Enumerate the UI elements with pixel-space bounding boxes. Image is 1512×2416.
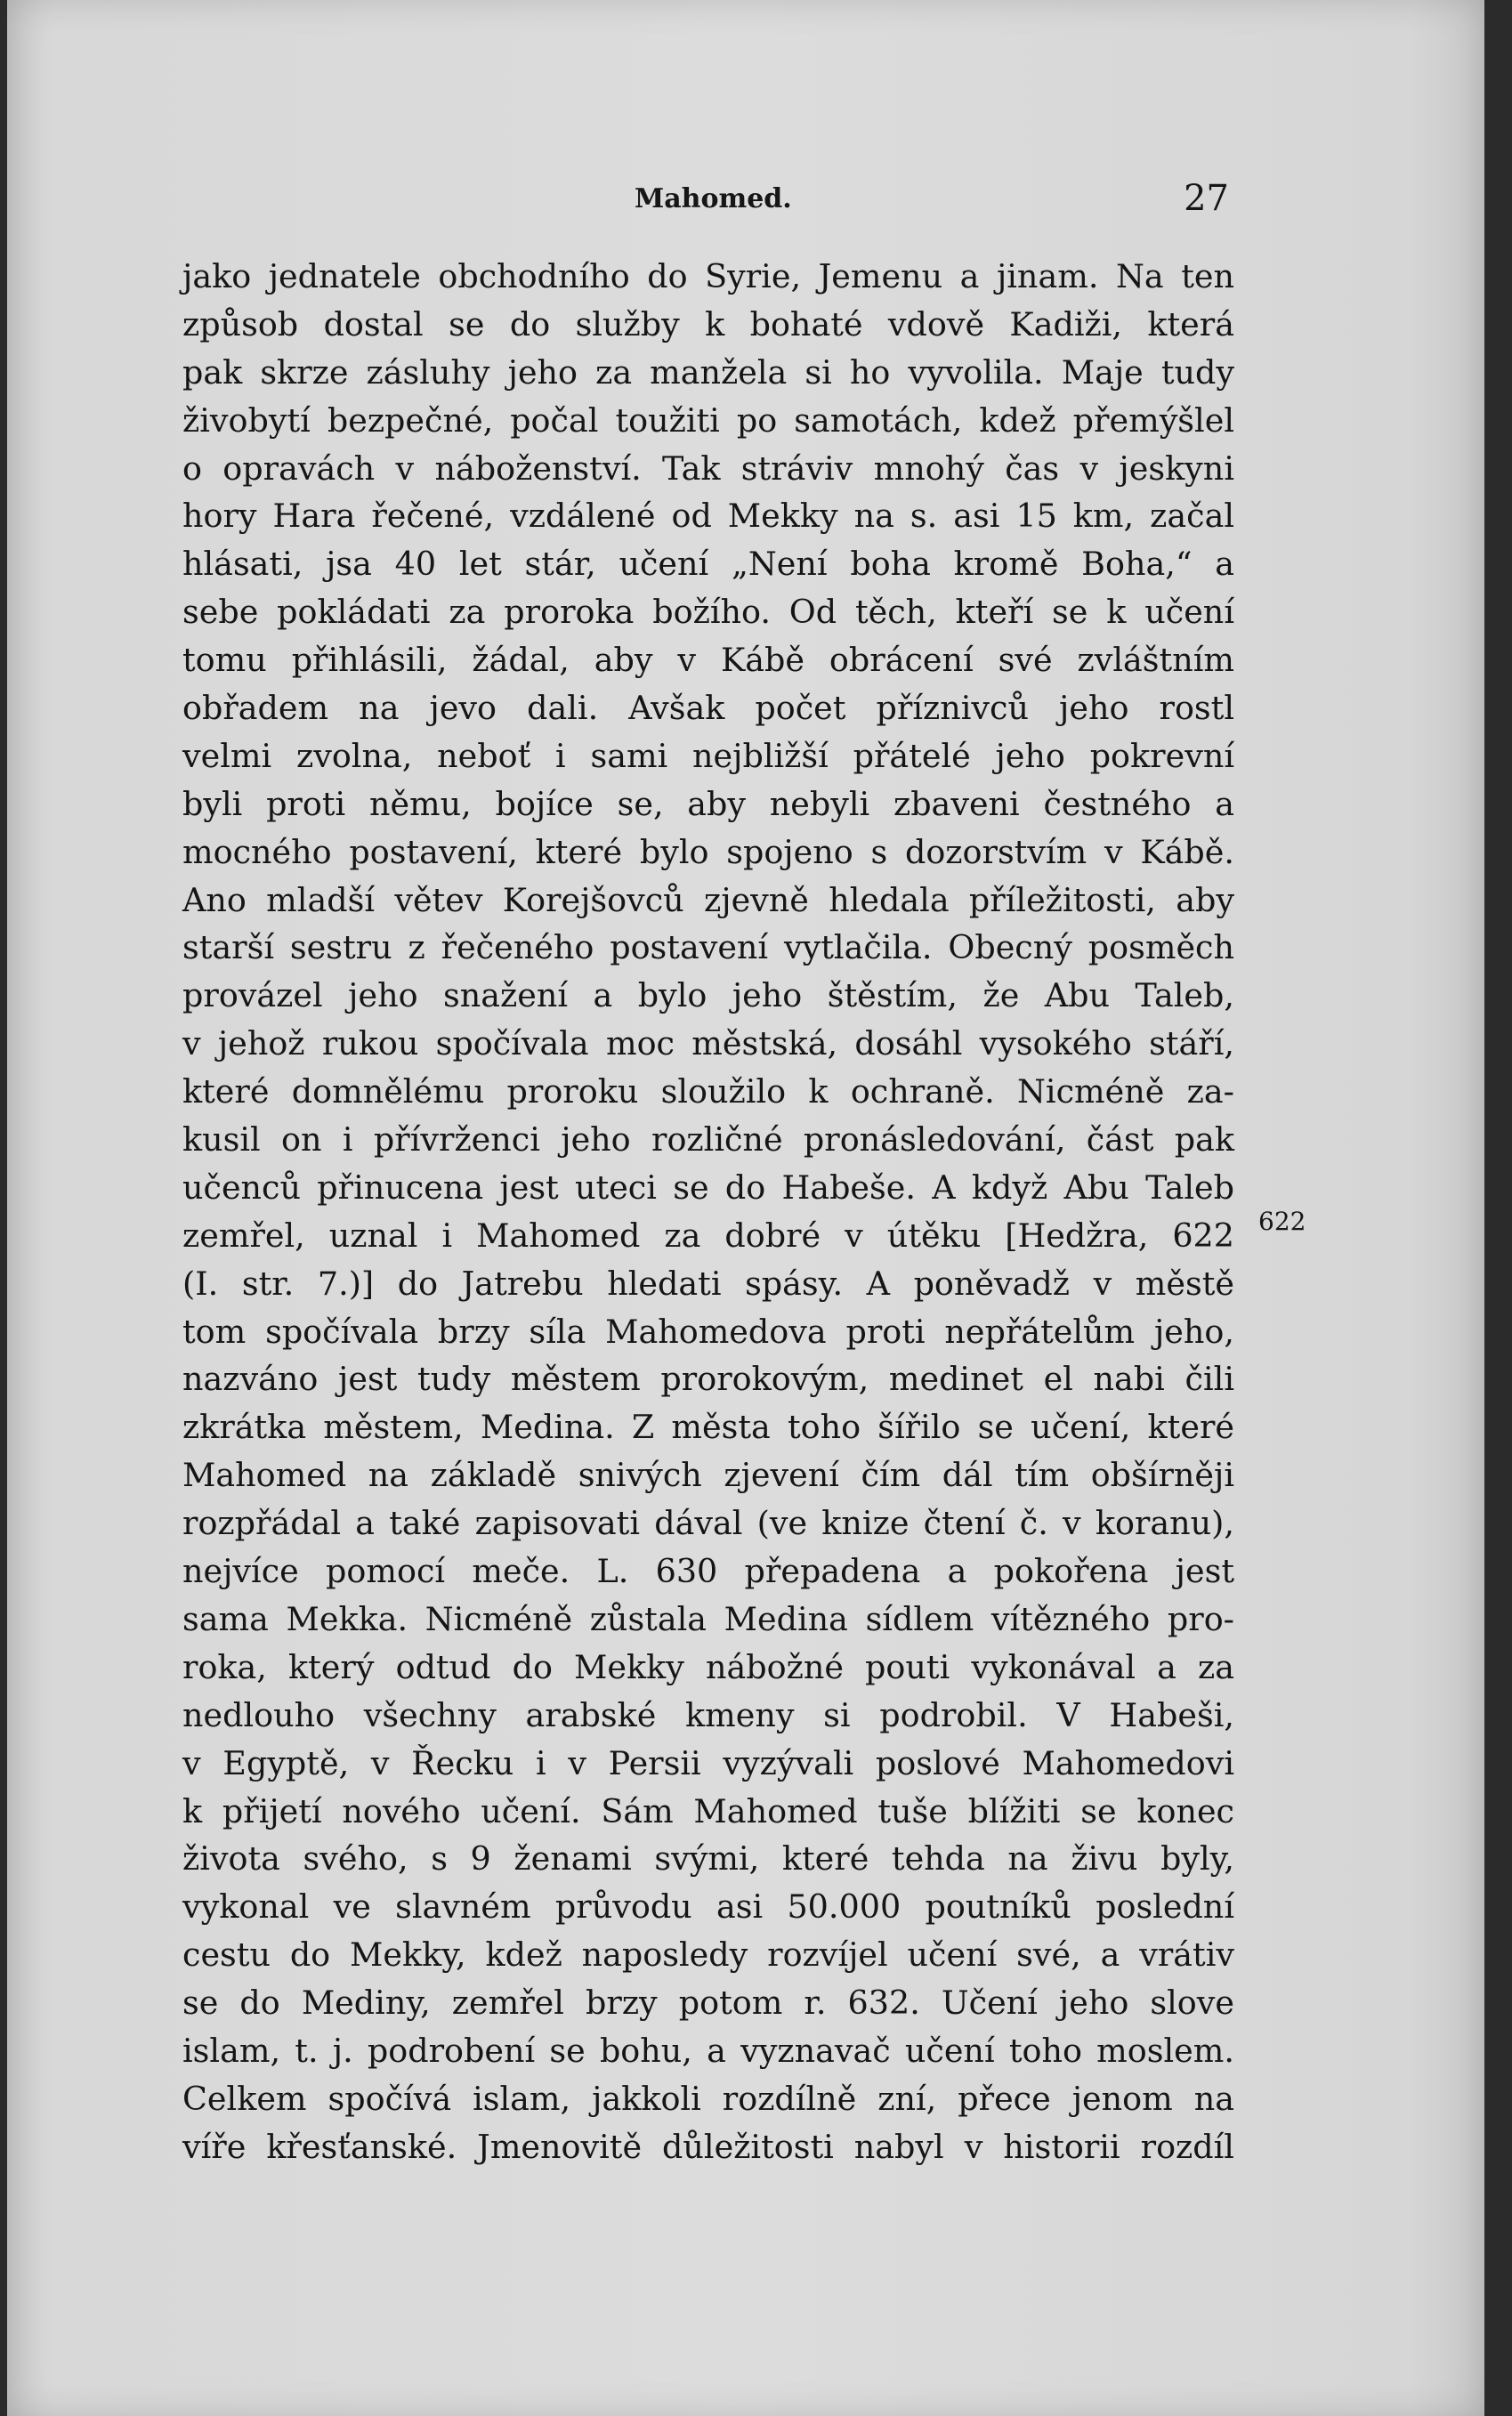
text-line: starší sestru z řečeného postavení vytlačila. Obecný posměch — [182, 928, 1234, 967]
text-line: v jehož rukou spočívala moc městská, dosáhl vysokého stáří, — [182, 1024, 1234, 1063]
text-line: pak skrze zásluhy jeho za manžela si ho vyvolila. Maje tudy — [182, 352, 1234, 392]
text-line: vykonal ve slavném průvodu asi 50.000 poutníků poslední — [182, 1887, 1234, 1927]
text-line: sama Mekka. Nicméně zůstala Medina sídlem vítězného pro- — [182, 1599, 1234, 1638]
text-line: Celkem spočívá islam, jakkoli rozdílně zní, přece jenom na — [182, 2079, 1234, 2118]
text-line: provázel jeho snažení a bylo jeho štěstím, že Abu Taleb, — [182, 976, 1234, 1015]
text-line: tomu přihlásili, žádal, aby v Kábě obrácení své zvláštním — [182, 641, 1234, 680]
body-text — [182, 253, 1234, 2171]
text-line: o opravách v náboženství. Tak stráviv mnohý čas v jeskyni — [182, 448, 1234, 488]
text-line: nejvíce pomocí meče. L. 630 přepadena a pokořena jest — [182, 1552, 1234, 1591]
text-line: Ano mladší větev Korejšovců zjevně hledala příležitosti, aby — [182, 880, 1234, 919]
text-line: zkrátka městem, Medina. Z města toho šířilo se učení, které — [182, 1408, 1234, 1447]
text-line: obřadem na jevo dali. Avšak počet příznivců jeho rostl — [182, 689, 1234, 728]
text-line: byli proti němu, bojíce se, aby nebyli zbaveni čestného a — [182, 784, 1234, 823]
text-line: živobytí bezpečné, počal toužiti po samotách, kdež přemýšlel — [182, 400, 1234, 440]
book-page — [7, 0, 1484, 2416]
page-header — [190, 178, 1229, 222]
text-line: kusil on i přívrženci jeho rozličné pronásledování, část pak — [182, 1120, 1234, 1160]
text-line: tom spočívala brzy síla Mahomedova proti nepřátelům jeho, — [182, 1312, 1234, 1351]
text-line: víře křesťanské. Jmenovitě důležitosti nabyl v historii rozdíl — [182, 2127, 1234, 2166]
text-line: hory Hara řečené, vzdálené od Mekky na s. asi 15 km, začal — [182, 497, 1234, 536]
text-line: nedlouho všechny arabské kmeny si podrobil. V Habeši, — [182, 1695, 1234, 1734]
text-line: nazváno jest tudy městem prorokovým, medinet el nabi čili — [182, 1360, 1234, 1399]
text-line: islam, t. j. podrobení se bohu, a vyznavač učení toho moslem. — [182, 2031, 1234, 2070]
text-line: v Egyptě, v Řecku i v Persii vyzývali poslové Mahomedovi — [182, 1743, 1234, 1782]
text-line: (I. str. 7.)] do Jatrebu hledati spásy. A poněvadž v městě — [182, 1264, 1234, 1303]
running-title: Mahomed. — [635, 183, 792, 214]
text-line: mocného postavení, které bylo spojeno s dozorstvím v Kábě. — [182, 832, 1234, 871]
text-line: jako jednatele obchodního do Syrie, Jemenu a jinam. Na ten — [182, 257, 1234, 295]
text-line: učenců přinucena jest uteci se do Habeše. A když Abu Taleb — [182, 1168, 1234, 1207]
text-line: roka, který odtud do Mekky nábožné pouti vykonával a za — [182, 1647, 1234, 1686]
text-line: velmi zvolna, neboť i sami nejbližší přátelé jeho pokrevní — [182, 736, 1234, 775]
text-line: k přijetí nového učení. Sám Mahomed tuše blížiti se konec — [182, 1791, 1234, 1830]
text-line: způsob dostal se do služby k bohaté vdově Kadiži, která — [182, 304, 1234, 343]
margin-note-year: 622 — [1258, 1207, 1306, 1236]
text-line: cestu do Mekky, kdež naposledy rozvíjel učení své, a vrátiv — [182, 1935, 1234, 1975]
text-line: sebe pokládati za proroka božího. Od těch, kteří se k učení — [182, 593, 1234, 632]
text-line: Mahomed na základě snivých zjevení čím dál tím obšírněji — [182, 1456, 1234, 1495]
text-line: se do Mediny, zemřel brzy potom r. 632. Učení jeho slove — [182, 1984, 1234, 2023]
text-line: hlásati, jsa 40 let stár, učení „Není boha kromě Boha,“ a — [182, 545, 1234, 584]
text-line: života svého, s 9 ženami svými, které tehda na živu byly, — [182, 1839, 1234, 1879]
text-line: zemřel, uznal i Mahomed za dobré v útěku [Hedžra, 622 — [182, 1216, 1234, 1255]
text-line: které domnělému proroku sloužilo k ochraně. Nicméně za- — [182, 1072, 1234, 1111]
page-number: 27 — [1184, 178, 1229, 219]
text-line: rozpřádal a také zapisovati dával (ve knize čtení č. v koranu), — [182, 1504, 1234, 1543]
